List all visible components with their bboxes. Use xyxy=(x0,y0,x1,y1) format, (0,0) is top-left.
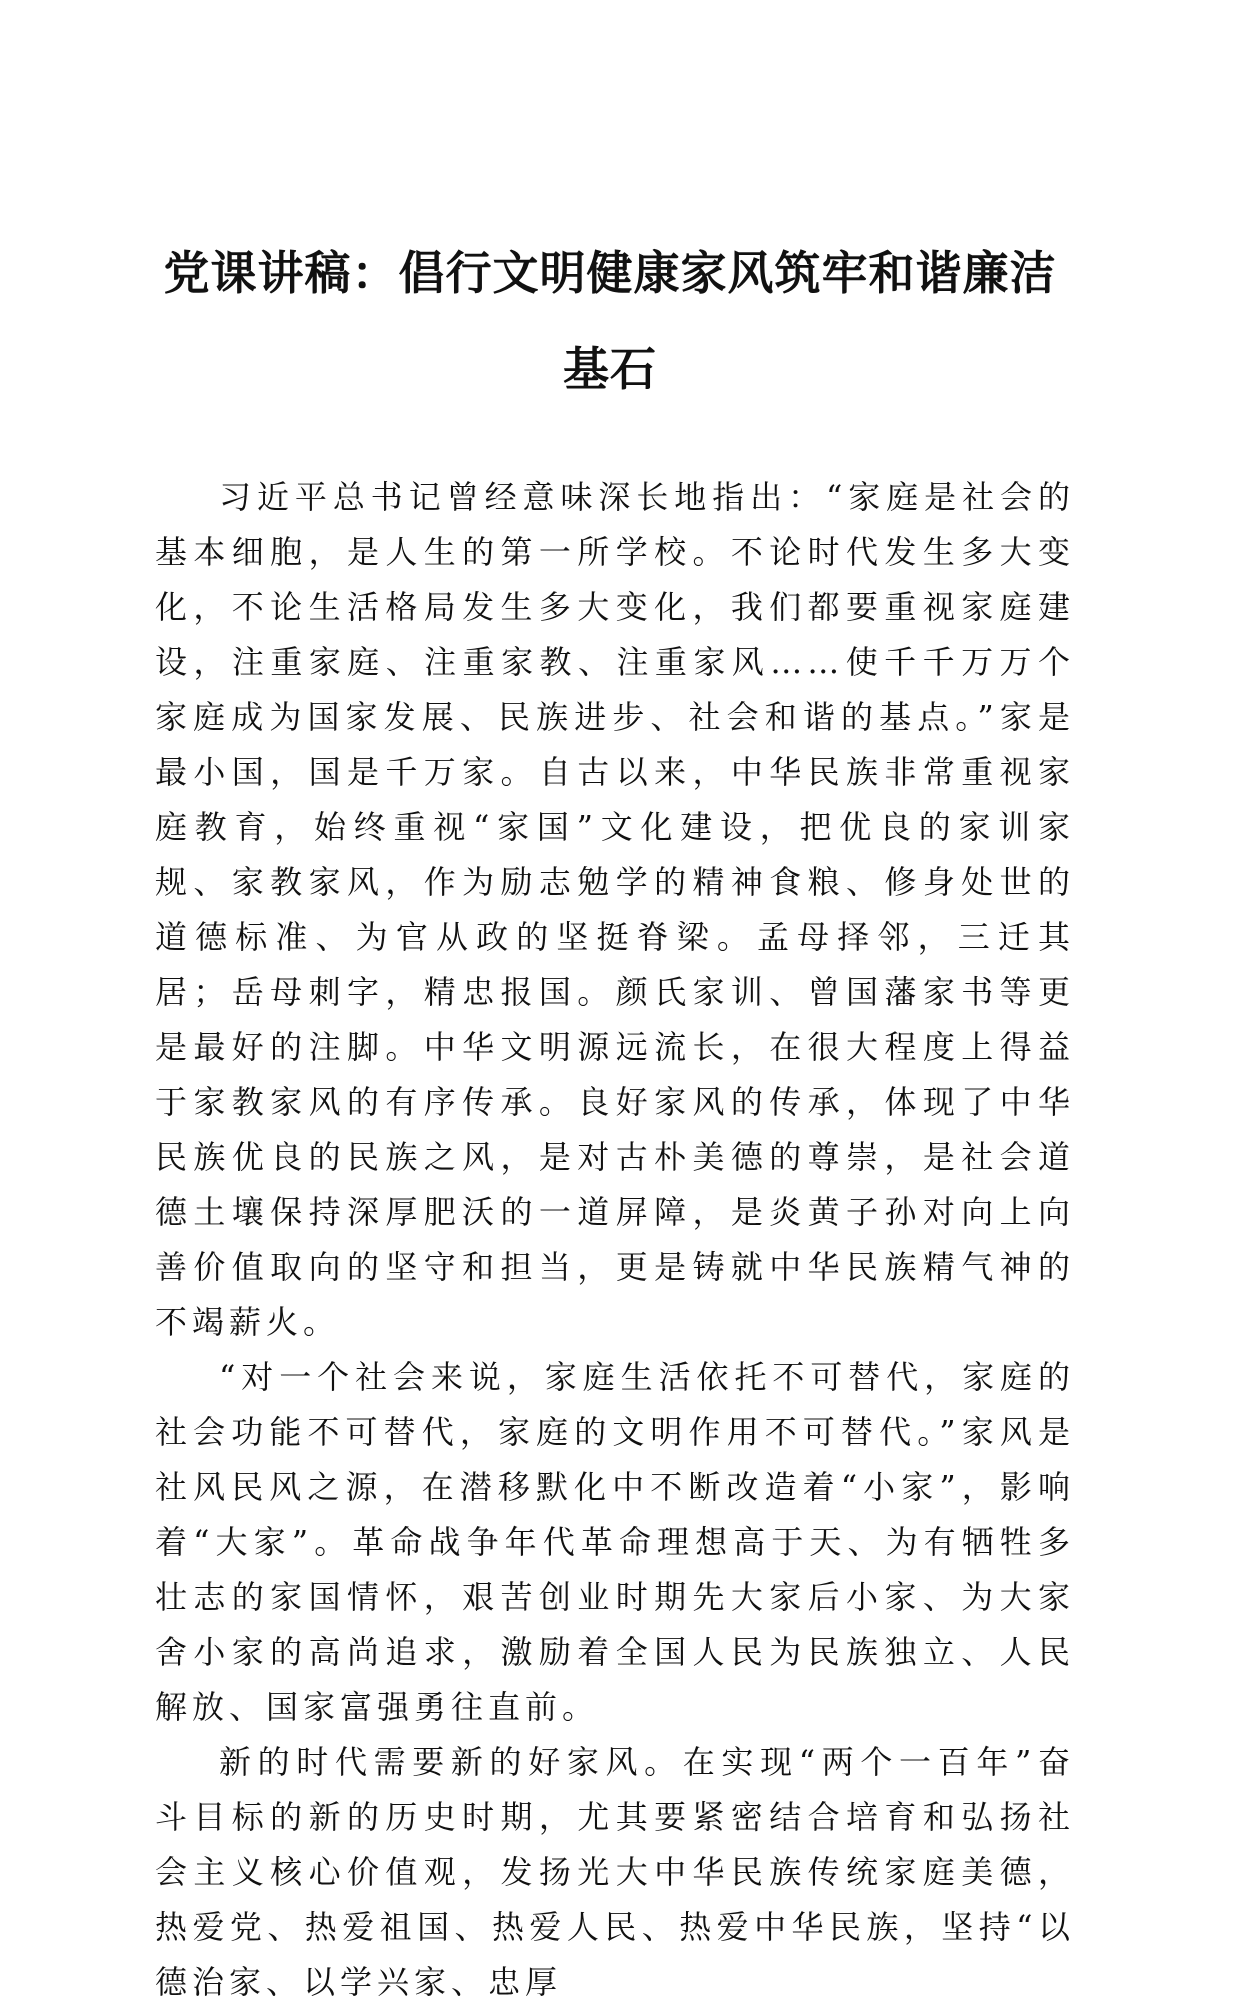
document-title: 党课讲稿：倡行文明健康家风筑牢和谐廉洁基石 xyxy=(163,246,1057,396)
paragraph-1: 习近平总书记曾经意味深长地指出：“家庭是社会的基本细胞，是人生的第一所学校。不论时代发生多大变化，不论生活格局发生多大变化，我们都要重视家庭建设，注重家庭、注重家教、注重家风……使千千万万个家庭成为国家发展、民族进步、社会和谐的基点。”家是最小国，国是千万家。自古以来，中华民族非常重视家庭教育，始终重视“家国”文化建设，把优良的家训家规、家教家风，作为励志勉学的精神食粮、修身处世的道德标准、为官从政的坚挺脊梁。孟母择邻，三迁其居；岳母刺字，精忠报国。颜氏家训、曾国藩家书等更是最好的注脚。中华文明源远流长，在很大程度上得益于家教家风的有序传承。良好家风的传承，体现了中华民族优良的民族之风，是对古朴美德的尊崇，是社会道德土壤保持深厚肥沃的一道屏障，是炎黄子孙对向上向善价值取向的坚守和担当，更是铸就中华民族精气神的不竭薪火。 xyxy=(155,478,1075,1341)
paragraph-2: “对一个社会来说，家庭生活依托不可替代，家庭的社会功能不可替代，家庭的文明作用不可替代。”家风是社风民风之源，在潜移默化中不断改造着“小家”，影响着“大家”。革命战争年代革命理想高于天、为有牺牲多壮志的家国情怀，艰苦创业时期先大家后小家、为大家舍小家的高尚追求，激励着全国人民为民族独立、人民解放、国家富强勇往直前。 xyxy=(155,1358,1075,1726)
document-body xyxy=(155,470,1075,2010)
paragraph-3: 新的时代需要新的好家风。在实现“两个一百年”奋斗目标的新的历史时期，尤其要紧密结合培育和弘扬社会主义核心价值观，发扬光大中华民族传统家庭美德，热爱党、热爱祖国、热爱人民、热爱中华民族，坚持“以德治家、以学兴家、忠厚 xyxy=(155,1743,1075,2001)
